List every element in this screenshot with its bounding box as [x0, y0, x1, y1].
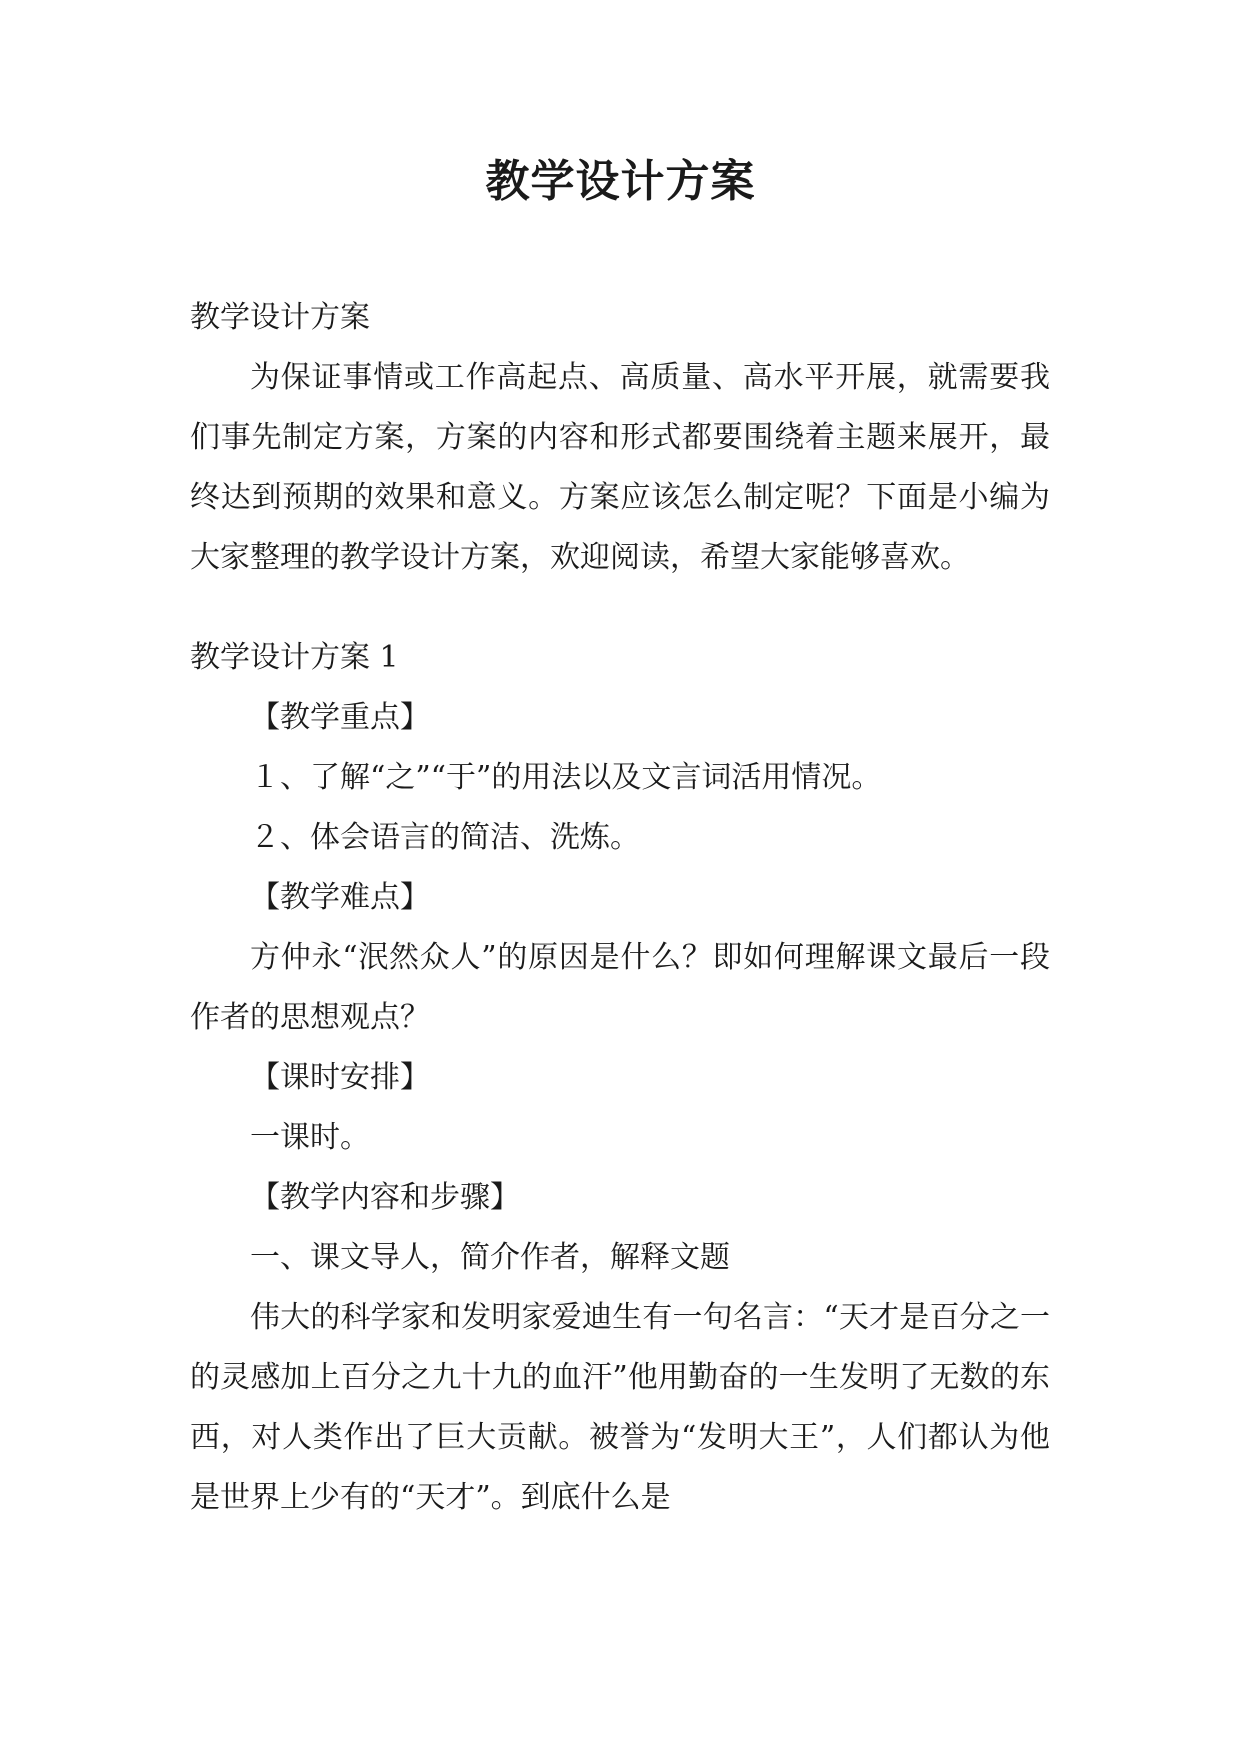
document-title: 教学设计方案	[485, 156, 756, 207]
schedule-text: 一课时。	[250, 1120, 370, 1155]
teaching-focus-label: 【教学重点】	[250, 700, 430, 735]
teaching-focus-item-1: １、了解“之”“于”的用法以及文言词活用情况。	[250, 760, 882, 795]
section-spacer	[190, 588, 1050, 628]
step-1-heading: 一、课文导人，简介作者，解释文题	[250, 1240, 730, 1275]
intro-paragraph: 为保证事情或工作高起点、高质量、高水平开展，就需要我们事先制定方案，方案的内容和形式都要围绕着主题来展开，最终达到预期的效果和意义。方案应该怎么制定呢？下面是小编为大家整理的教学设计方案，欢迎阅读，希望大家能够喜欢。	[190, 360, 1050, 575]
steps-label: 【教学内容和步骤】	[250, 1180, 520, 1215]
teaching-difficulty-text: 方仲永“泯然众人”的原因是什么？即如何理解课文最后一段作者的思想观点？	[190, 940, 1050, 1035]
step-1-text: 伟大的科学家和发明家爱迪生有一句名言：“天才是百分之一的灵感加上百分之九十九的血汗”他用勤奋的一生发明了无数的东西，对人类作出了巨大贡献。被誉为“发明大王”，人们都认为他是世界上少有的“天才”。到底什么是	[190, 1300, 1050, 1515]
teaching-focus-item-2: ２、体会语言的简洁、洗炼。	[250, 820, 640, 855]
teaching-difficulty-label: 【教学难点】	[250, 880, 430, 915]
section-heading: 教学设计方案 1	[190, 640, 399, 675]
schedule-label: 【课时安排】	[250, 1060, 430, 1095]
document-body	[190, 288, 1050, 1528]
intro-heading: 教学设计方案	[190, 300, 370, 335]
